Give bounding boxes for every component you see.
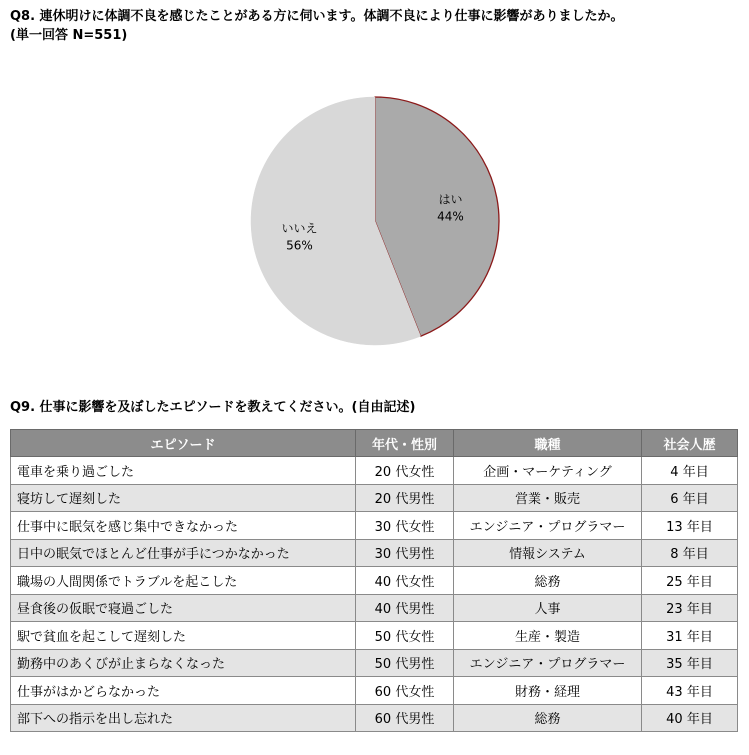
occupation-cell: 財務・経理 [454,677,642,705]
work-years-cell: 13 年目 [642,512,738,540]
occupation-cell: 生産・製造 [454,622,642,650]
work-years-cell: 40 年目 [642,704,738,732]
occupation-cell: 総務 [454,567,642,595]
episode-cell: 勤務中のあくびが止まらなくなった [11,649,356,677]
episode-cell: 電車を乗り過ごした [11,457,356,485]
episode-cell: 仕事がはかどらなかった [11,677,356,705]
age-gender-cell: 20 代男性 [356,484,454,512]
work-years-cell: 35 年目 [642,649,738,677]
work-years-cell: 43 年目 [642,677,738,705]
table-row [11,512,738,540]
header-age-gender: 年代・性別 [356,430,454,457]
episode-table-header-row [11,430,738,457]
table-row [11,704,738,732]
age-gender-cell: 60 代男性 [356,704,454,732]
episode-cell: 日中の眠気でほとんど仕事が手につかなかった [11,539,356,567]
q8-question-title: Q8. 連休明けに体調不良を感じたことがある方に伺います。体調不良により仕事に影響がありましたか。 [10,9,624,24]
table-row [11,622,738,650]
table-row [11,677,738,705]
episode-cell: 部下への指示を出し忘れた [11,704,356,732]
age-gender-cell: 40 代男性 [356,594,454,622]
occupation-cell: エンジニア・プログラマー [454,512,642,540]
table-row [11,649,738,677]
age-gender-cell: 20 代女性 [356,457,454,485]
work-years-cell: 23 年目 [642,594,738,622]
occupation-cell: エンジニア・プログラマー [454,649,642,677]
occupation-cell: 情報システム [454,539,642,567]
episode-cell: 寝坊して遅刻した [11,484,356,512]
pie-value-label-yes: 44% [437,209,464,224]
episode-cell: 昼食後の仮眠で寝過ごした [11,594,356,622]
episode-cell: 駅で貧血を起こして遅刻した [11,622,356,650]
table-row [11,484,738,512]
episode-table [10,429,738,732]
work-years-cell: 8 年目 [642,539,738,567]
header-episode: エピソード [11,430,356,457]
header-occupation: 職種 [454,430,642,457]
work-years-cell: 4 年目 [642,457,738,485]
work-years-cell: 6 年目 [642,484,738,512]
occupation-cell: 総務 [454,704,642,732]
work-years-cell: 31 年目 [642,622,738,650]
age-gender-cell: 50 代女性 [356,622,454,650]
pie-value-label-no: 56% [286,238,313,253]
age-gender-cell: 30 代女性 [356,512,454,540]
occupation-cell: 企画・マーケティング [454,457,642,485]
episode-cell: 仕事中に眠気を感じ集中できなかった [11,512,356,540]
header-work-years: 社会人歴 [642,430,738,457]
work-years-cell: 25 年目 [642,567,738,595]
q8-question-subtitle: (単一回答 N=551) [10,28,128,43]
occupation-cell: 営業・販売 [454,484,642,512]
table-row [11,539,738,567]
occupation-cell: 人事 [454,594,642,622]
episode-cell: 職場の人間関係でトラブルを起こした [11,567,356,595]
pie-label-no: いいえ [281,221,318,236]
pie-label-yes: はい [438,192,463,207]
table-row [11,567,738,595]
age-gender-cell: 50 代男性 [356,649,454,677]
table-row [11,457,738,485]
age-gender-cell: 60 代女性 [356,677,454,705]
table-row [11,594,738,622]
age-gender-cell: 40 代女性 [356,567,454,595]
age-gender-cell: 30 代男性 [356,539,454,567]
q9-question-title: Q9. 仕事に影響を及ぼしたエピソードを教えてください。(自由記述) [10,400,416,415]
